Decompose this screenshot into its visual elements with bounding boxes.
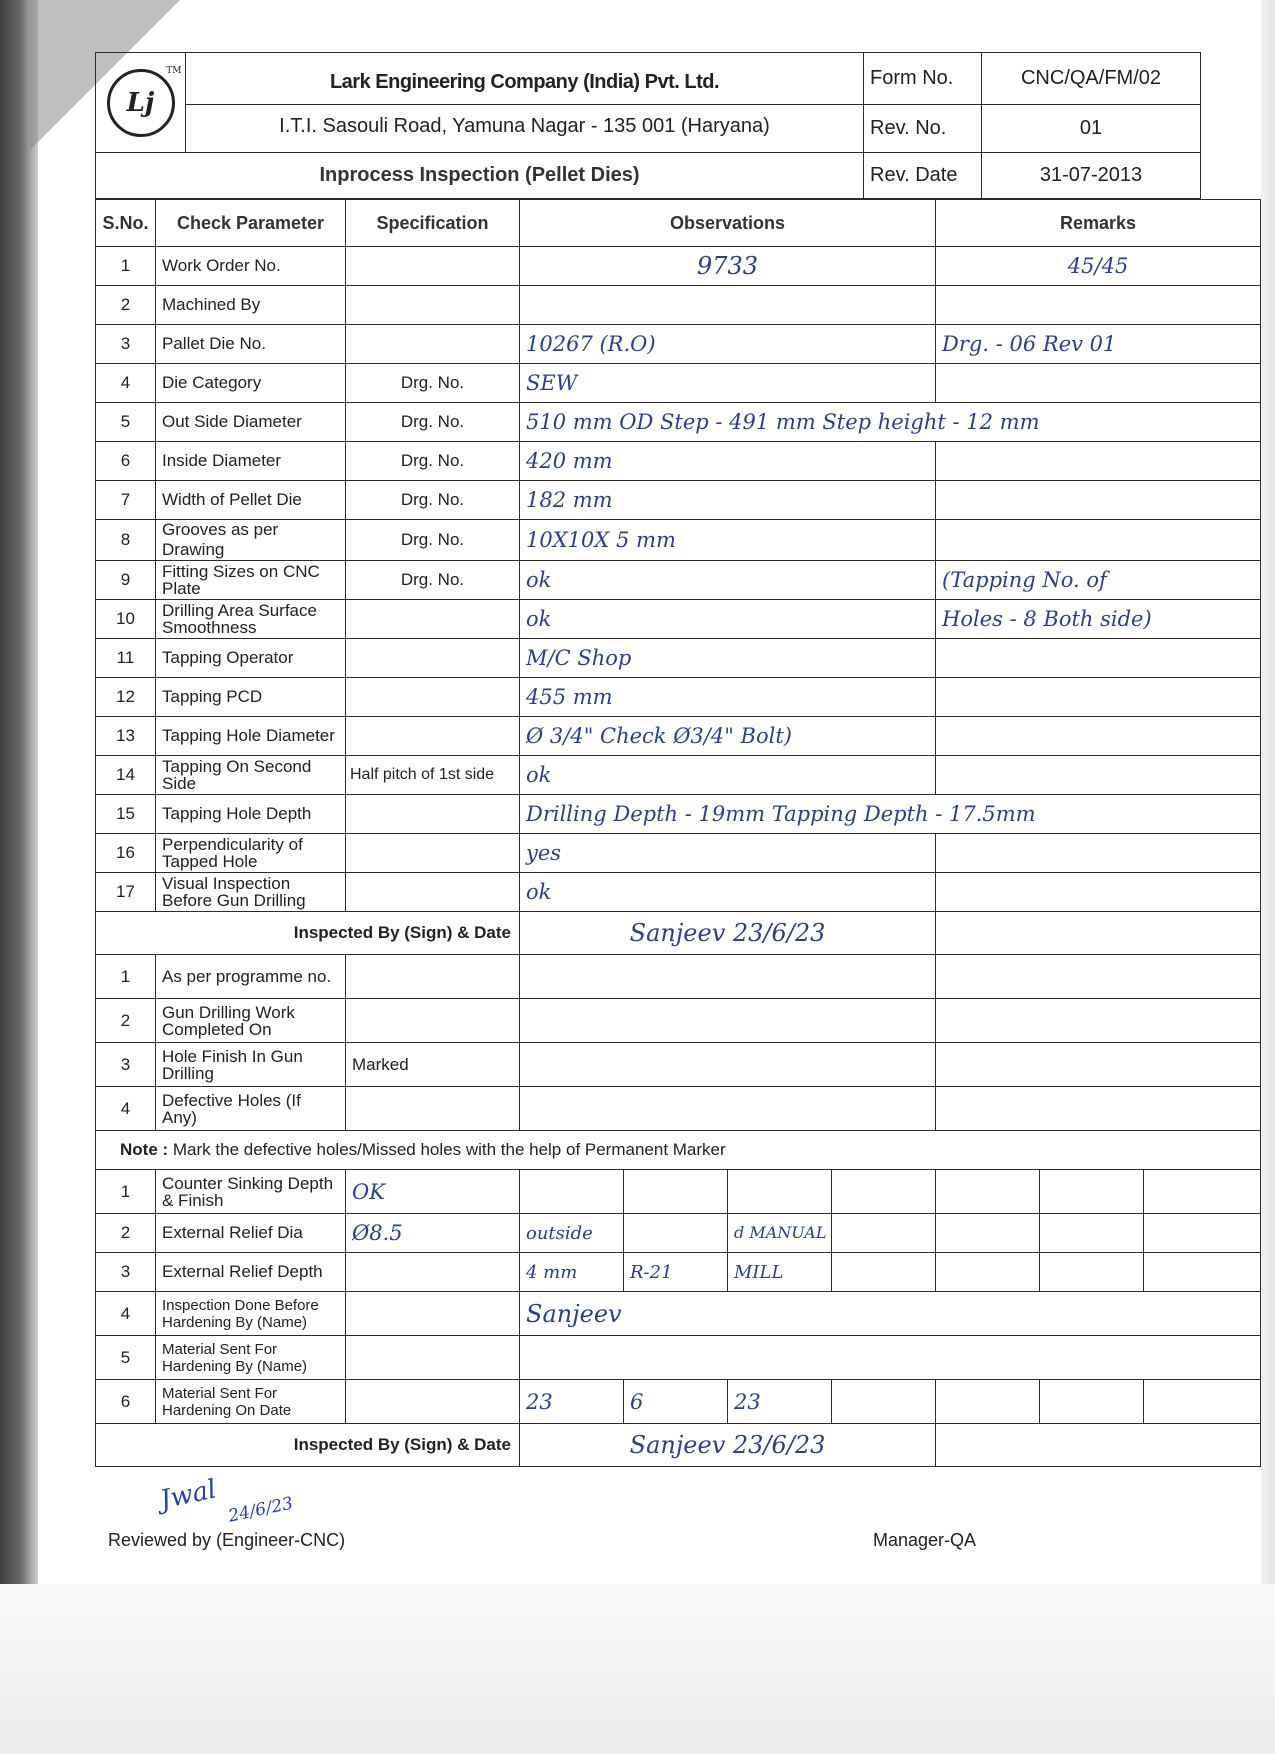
- table-row: 7 Width of Pellet Die Drg. No. 182 mm: [96, 481, 1261, 520]
- company-logo: [96, 53, 186, 153]
- remark-value: Holes - 8 Both side): [942, 607, 1152, 631]
- company-address: I.T.I. Sasouli Road, Yamuna Nagar - 135 001 (Haryana): [186, 105, 864, 153]
- inspection-form: [95, 52, 1200, 1467]
- reviewed-by-label: Reviewed by (Engineer-CNC): [108, 1530, 346, 1550]
- observation-value: yes: [526, 841, 562, 865]
- col-sno: S.No.: [96, 200, 156, 247]
- col-observations: Observations: [520, 200, 936, 247]
- table-row: 2 External Relief Dia Ø8.5 outside d MANUAL: [96, 1214, 1261, 1253]
- col-specification: Specification: [346, 200, 520, 247]
- observation-value: 10267 (R.O): [526, 332, 656, 356]
- rev-date-value: 31-07-2013: [982, 153, 1201, 199]
- inspector-signature: Sanjeev 23/6/23: [629, 1431, 826, 1459]
- observation-value: 182 mm: [526, 488, 613, 512]
- table-row: 17 Visual Inspection Before Gun Drilling ok: [96, 873, 1261, 912]
- table-row: 1 Work Order No. 9733 45/45: [96, 247, 1261, 286]
- reviewer-signature-date: 24/6/23: [226, 1493, 295, 1527]
- column-header-row: [96, 200, 1261, 247]
- table-row: 12 Tapping PCD 455 mm: [96, 678, 1261, 717]
- observation-value: ok: [526, 568, 552, 592]
- inspected-by-label: Inspected By (Sign) & Date: [96, 1424, 520, 1467]
- inspected-by-label: Inspected By (Sign) & Date: [96, 912, 520, 955]
- form-header: [95, 52, 1201, 199]
- rev-date-label: Rev. Date: [864, 153, 982, 199]
- rev-no-label: Rev. No.: [864, 105, 982, 153]
- table-row: 9 Fitting Sizes on CNC Plate Drg. No. ok (Tapping No. of: [96, 561, 1261, 600]
- observation-value: ok: [526, 763, 552, 787]
- manager-qa-label: Manager-QA: [873, 1530, 977, 1550]
- observation-value: Ø 3/4" Check Ø3/4" Bolt): [526, 724, 792, 748]
- col-check-parameter: Check Parameter: [156, 200, 346, 247]
- observation-value: 10X10X 5 mm: [526, 528, 676, 552]
- inspected-by-row: [96, 1424, 1261, 1467]
- table-row: 4 Defective Holes (If Any): [96, 1087, 1261, 1131]
- table-row: 2 Machined By: [96, 286, 1261, 325]
- table-row: 6 Material Sent For Hardening On Date 23 6 23: [96, 1380, 1261, 1424]
- spec-value: Ø8.5: [352, 1221, 403, 1245]
- table-row: 11 Tapping Operator M/C Shop: [96, 639, 1261, 678]
- observation-value: 9733: [696, 252, 759, 280]
- note-row: [96, 1131, 1261, 1170]
- table-row: 6 Inside Diameter Drg. No. 420 mm: [96, 442, 1261, 481]
- table-row: 1 Counter Sinking Depth & Finish OK: [96, 1170, 1261, 1214]
- scan-shadow-bottom: [0, 1584, 1275, 1754]
- spec-value: OK: [352, 1179, 385, 1204]
- observation-value: M/C Shop: [526, 646, 632, 670]
- form-no-label: Form No.: [864, 53, 982, 105]
- table-row: 4 Inspection Done Before Hardening By (Name) Sanjeev: [96, 1292, 1261, 1336]
- table-row: 14 Tapping On Second Side Half pitch of 1st side ok: [96, 756, 1261, 795]
- reviewer-signature: Jwal: [157, 1474, 220, 1516]
- table-row: 3 Hole Finish In Gun Drilling Marked: [96, 1043, 1261, 1087]
- inspected-by-row: [96, 912, 1261, 955]
- observation-value: 510 mm OD Step - 491 mm Step height - 12 mm: [526, 410, 1040, 434]
- table-row: 3 Pallet Die No. 10267 (R.O) Drg. - 06 Rev 01: [96, 325, 1261, 364]
- observation-value: 455 mm: [526, 685, 613, 709]
- form-no-value: CNC/QA/FM/02: [982, 53, 1201, 105]
- note-text: Mark the defective holes/Missed holes with the help of Permanent Marker: [168, 1140, 726, 1159]
- observation-value: Drilling Depth - 19mm Tapping Depth - 17.5mm: [526, 802, 1036, 826]
- table-row: 5 Out Side Diameter Drg. No. 510 mm OD Step - 491 mm Step height - 12 mm: [96, 403, 1261, 442]
- table-row: 15 Tapping Hole Depth Drilling Depth - 19mm Tapping Depth - 17.5mm: [96, 795, 1261, 834]
- note-prefix: Note :: [120, 1140, 169, 1159]
- scan-shadow-right: [1261, 0, 1275, 1754]
- table-row: 5 Material Sent For Hardening By (Name): [96, 1336, 1261, 1380]
- inspector-name: Sanjeev: [526, 1299, 622, 1328]
- inspection-table: [95, 199, 1261, 1467]
- observation-value: ok: [526, 880, 552, 904]
- table-row: 16 Perpendicularity of Tapped Hole yes: [96, 834, 1261, 873]
- table-row: 3 External Relief Depth 4 mm R-21 MILL: [96, 1253, 1261, 1292]
- table-row: 2 Gun Drilling Work Completed On: [96, 999, 1261, 1043]
- col-remarks: Remarks: [936, 200, 1261, 247]
- remark-value: Drg. - 06 Rev 01: [942, 332, 1117, 356]
- table-row: 10 Drilling Area Surface Smoothness ok Holes - 8 Both side): [96, 600, 1261, 639]
- form-title: Inprocess Inspection (Pellet Dies): [96, 153, 864, 199]
- inspector-signature: Sanjeev 23/6/23: [629, 919, 826, 947]
- observation-value: SEW: [526, 371, 578, 395]
- table-row: 8 Grooves as per Drawing Drg. No. 10X10X 5 mm: [96, 520, 1261, 561]
- rev-no-value: 01: [982, 105, 1201, 153]
- lark-logo-icon: Lj TM: [107, 69, 175, 137]
- table-row: 13 Tapping Hole Diameter Ø 3/4" Check Ø3/4" Bolt): [96, 717, 1261, 756]
- company-name: Lark Engineering Company (India) Pvt. Ltd.: [186, 53, 864, 105]
- table-row: 4 Die Category Drg. No. SEW: [96, 364, 1261, 403]
- remark-value: (Tapping No. of: [942, 568, 1107, 592]
- scan-shadow-left: [0, 0, 38, 1754]
- observation-value: 420 mm: [526, 449, 613, 473]
- remark-value: 45/45: [1067, 254, 1129, 278]
- observation-value: ok: [526, 607, 552, 631]
- table-row: 1 As per programme no.: [96, 955, 1261, 999]
